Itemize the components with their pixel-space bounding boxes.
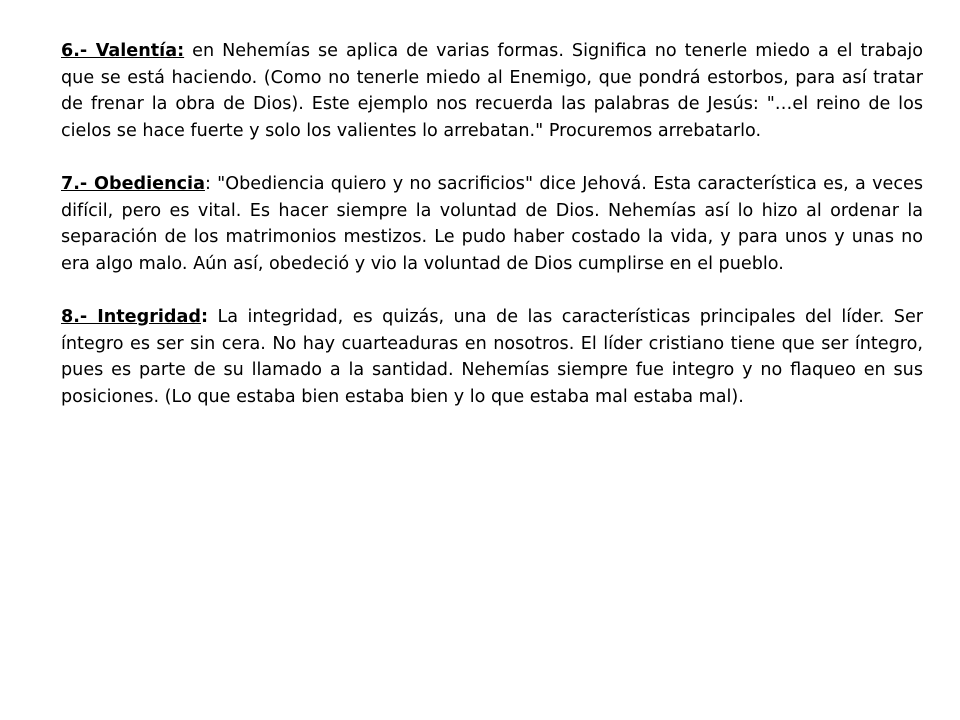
paragraph-text: La integridad, es quizás, una de las características principales del líder. Ser íntegro es ser sin cera. No hay cuarteaduras en nosotros. El líder cristiano tiene que ser íntegro, pues es parte de su llamado a la santidad. Nehemías siempre fue integro y no flaqueo en sus posiciones. (Lo que estaba bien estaba bien y lo que estaba mal estaba mal).: [61, 306, 923, 407]
paragraph-integridad: [61, 304, 923, 410]
paragraph-text: "Obediencia quiero y no sacrificios" dice Jehová. Esta característica es, a veces difícil, pero es vital. Es hacer siempre la voluntad de Dios. Nehemías así lo hizo al ordenar la separación de los matrimonios mestizos. Le pudo haber costado la vida, y para unos y unas no era algo malo. Aún así, obedeció y vio la voluntad de Dios cumplirse en el pueblo.: [61, 173, 923, 274]
heading-obediencia: 7.- Obediencia: [61, 173, 205, 194]
paragraph-valentia: [61, 38, 923, 144]
paragraph-obediencia: [61, 171, 923, 277]
heading-integridad: 8.- Integridad: [61, 306, 201, 327]
paragraph-text: en Nehemías se aplica de varias formas. Significa no tenerle miedo a el trabajo que se está haciendo. (Como no tenerle miedo al Enemigo, que pondrá estorbos, para así tratar de frenar la obra de Dios). Este ejemplo nos recuerda las palabras de Jesús: "…el reino de los cielos se hace fuerte y solo los valientes lo arrebatan." Procuremos arrebatarlo.: [61, 41, 924, 141]
document-body: [61, 38, 923, 437]
heading-colon: :: [204, 173, 211, 194]
heading-colon: :: [200, 306, 209, 327]
heading-valentia: 6.- Valentía:: [61, 41, 185, 61]
